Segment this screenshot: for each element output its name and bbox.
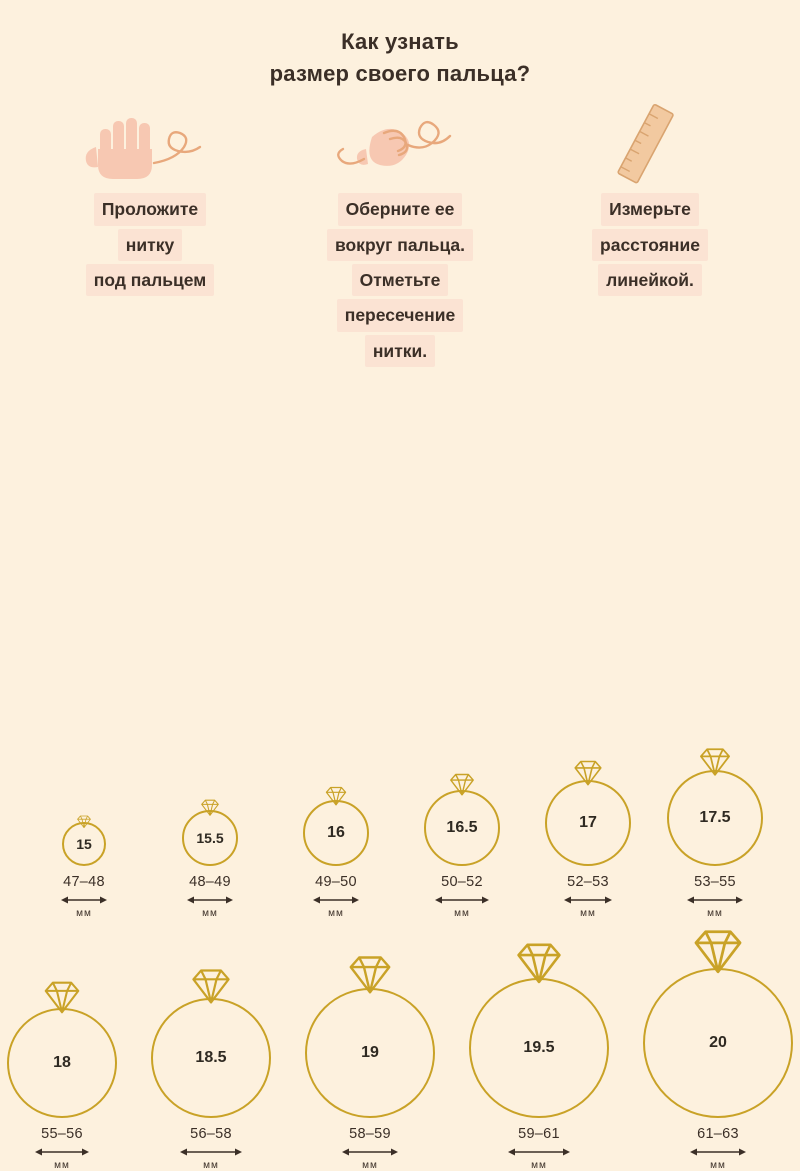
unit-label: мм bbox=[328, 907, 344, 919]
ring-illustration bbox=[462, 942, 616, 1118]
diamond-icon bbox=[37, 980, 88, 1016]
diamond-icon bbox=[321, 785, 351, 808]
measure-arrow-icon bbox=[313, 895, 359, 905]
step-2-line-5: нитки. bbox=[365, 335, 435, 367]
ring-illustration bbox=[660, 747, 770, 866]
ring-band bbox=[7, 1008, 117, 1118]
ring-size-item-18[interactable] bbox=[0, 980, 124, 1171]
ring-illustration bbox=[636, 929, 800, 1118]
ring-size-label: 19.5 bbox=[523, 1038, 555, 1056]
diamond-icon bbox=[684, 929, 753, 976]
diamond-icon bbox=[197, 798, 223, 818]
ring-size-label: 15.5 bbox=[196, 829, 224, 846]
ring-size-label: 18.5 bbox=[195, 1048, 227, 1066]
measure-arrow-icon bbox=[435, 895, 489, 905]
diamond-icon bbox=[184, 968, 239, 1006]
step-3-line-2: расстояние bbox=[592, 229, 708, 261]
ring-size-label: 17.5 bbox=[699, 808, 731, 826]
page-title-line-1: Как узнать bbox=[341, 29, 459, 54]
ring-circumference-value: 56–58 bbox=[190, 1125, 232, 1142]
ring-circumference-value: 59–61 bbox=[518, 1125, 560, 1142]
ring-size-label: 18 bbox=[53, 1053, 71, 1071]
diamond-icon bbox=[507, 942, 571, 986]
ring-circumference-block bbox=[564, 874, 612, 919]
ring-band bbox=[667, 770, 763, 866]
step-1 bbox=[30, 106, 270, 369]
unit-label: мм bbox=[710, 1159, 726, 1171]
ring-size-label: 17 bbox=[579, 813, 597, 831]
unit-label: мм bbox=[454, 907, 470, 919]
ring-size-item-18-5[interactable] bbox=[144, 968, 278, 1171]
ring-circumference-value: 55–56 bbox=[41, 1125, 83, 1142]
ring-size-item-16-5[interactable] bbox=[408, 772, 516, 919]
ring-illustration bbox=[0, 980, 124, 1118]
ring-band bbox=[545, 780, 631, 866]
step-2-line-2: вокруг пальца. bbox=[327, 229, 473, 261]
step-1-line-1: Проложите bbox=[94, 193, 206, 225]
ring-size-item-17-5[interactable] bbox=[660, 747, 770, 919]
measure-arrow-icon bbox=[61, 895, 107, 905]
ring-illustration bbox=[282, 785, 390, 866]
measure-arrow-icon bbox=[508, 1147, 570, 1157]
ring-circumference-block bbox=[508, 1126, 570, 1171]
ring-size-label: 16 bbox=[327, 823, 345, 841]
step-1-line-2: нитку bbox=[118, 229, 182, 261]
measure-arrow-icon bbox=[187, 895, 233, 905]
ring-band bbox=[151, 998, 271, 1118]
ring-size-item-15[interactable] bbox=[30, 814, 138, 919]
unit-label: мм bbox=[580, 907, 596, 919]
ring-circumference-value: 49–50 bbox=[315, 873, 357, 890]
diamond-icon bbox=[693, 747, 737, 778]
ring-illustration bbox=[156, 798, 264, 866]
ring-size-label: 16.5 bbox=[446, 818, 478, 836]
ring-circumference-block bbox=[180, 1126, 242, 1171]
step-2-art bbox=[280, 106, 520, 192]
ring-band bbox=[305, 988, 435, 1118]
ring-illustration bbox=[298, 955, 442, 1118]
step-3-line-1: Измерьте bbox=[601, 193, 699, 225]
ring-circumference-block bbox=[342, 1126, 398, 1171]
ring-circumference-value: 53–55 bbox=[694, 873, 736, 890]
unit-label: мм bbox=[707, 907, 723, 919]
step-3-art bbox=[530, 106, 770, 192]
unit-label: мм bbox=[362, 1159, 378, 1171]
step-2 bbox=[280, 106, 520, 369]
step-2-line-4: пересечение bbox=[337, 299, 463, 331]
measure-arrow-icon bbox=[342, 1147, 398, 1157]
ring-illustration bbox=[408, 772, 516, 866]
unit-label: мм bbox=[531, 1159, 547, 1171]
ring-band bbox=[182, 810, 238, 866]
page-title-line-2: размер своего пальца? bbox=[269, 60, 531, 86]
ring-circumference-block bbox=[690, 1126, 746, 1171]
ring-circumference-value: 50–52 bbox=[441, 873, 483, 890]
ring-band bbox=[303, 800, 369, 866]
ring-size-label: 19 bbox=[361, 1043, 379, 1061]
measure-arrow-icon bbox=[180, 1147, 242, 1157]
ring-circumference-block bbox=[187, 874, 233, 919]
step-2-line-3: Отметьте bbox=[352, 264, 449, 296]
unit-label: мм bbox=[54, 1159, 70, 1171]
ring-illustration bbox=[534, 759, 642, 866]
ring-circumference-value: 48–49 bbox=[189, 873, 231, 890]
ring-circumference-value: 61–63 bbox=[697, 1125, 739, 1142]
page-title bbox=[0, 0, 800, 90]
diamond-icon bbox=[568, 759, 608, 788]
unit-label: мм bbox=[203, 1159, 219, 1171]
ring-circumference-block bbox=[313, 874, 359, 919]
step-1-line-3: под пальцем bbox=[86, 264, 214, 296]
ruler-icon bbox=[570, 101, 730, 196]
diamond-icon bbox=[74, 814, 94, 830]
unit-label: мм bbox=[76, 907, 92, 919]
ring-band bbox=[424, 790, 500, 866]
step-3 bbox=[530, 106, 770, 369]
ring-size-item-16[interactable] bbox=[282, 785, 390, 919]
ring-circumference-value: 47–48 bbox=[63, 873, 105, 890]
unit-label: мм bbox=[202, 907, 218, 919]
ring-size-item-20[interactable] bbox=[636, 929, 800, 1171]
ring-illustration bbox=[30, 814, 138, 866]
step-3-line-3: линейкой. bbox=[598, 264, 702, 296]
hand-with-thread-icon bbox=[70, 103, 230, 194]
ring-size-item-15-5[interactable] bbox=[156, 798, 264, 919]
steps-section bbox=[0, 90, 800, 369]
diamond-icon bbox=[445, 772, 480, 798]
ring-circumference-value: 58–59 bbox=[349, 1125, 391, 1142]
step-2-text bbox=[327, 192, 473, 369]
ring-circumference-block bbox=[35, 1126, 89, 1171]
ring-circumference-value: 52–53 bbox=[567, 873, 609, 890]
ring-size-label: 20 bbox=[709, 1033, 727, 1051]
ring-row bbox=[0, 747, 800, 919]
measure-arrow-icon bbox=[690, 1147, 746, 1157]
finger-wrapped-thread-icon bbox=[320, 103, 480, 194]
ring-size-item-19-5[interactable] bbox=[462, 942, 616, 1171]
ring-circumference-block bbox=[435, 874, 489, 919]
step-3-text bbox=[592, 192, 708, 298]
ring-band bbox=[643, 968, 793, 1118]
step-1-art bbox=[30, 106, 270, 192]
measure-arrow-icon bbox=[35, 1147, 89, 1157]
ring-size-item-17[interactable] bbox=[534, 759, 642, 919]
ring-circumference-block bbox=[61, 874, 107, 919]
measure-arrow-icon bbox=[687, 895, 743, 905]
step-1-text bbox=[86, 192, 214, 298]
ring-size-item-19[interactable] bbox=[298, 955, 442, 1171]
ring-circumference-block bbox=[687, 874, 743, 919]
diamond-icon bbox=[340, 955, 400, 996]
ring-size-label: 15 bbox=[76, 835, 92, 852]
step-2-line-1: Оберните ее bbox=[338, 193, 463, 225]
ring-row bbox=[0, 929, 800, 1171]
ring-band bbox=[469, 978, 609, 1118]
ring-illustration bbox=[144, 968, 278, 1118]
measure-arrow-icon bbox=[564, 895, 612, 905]
